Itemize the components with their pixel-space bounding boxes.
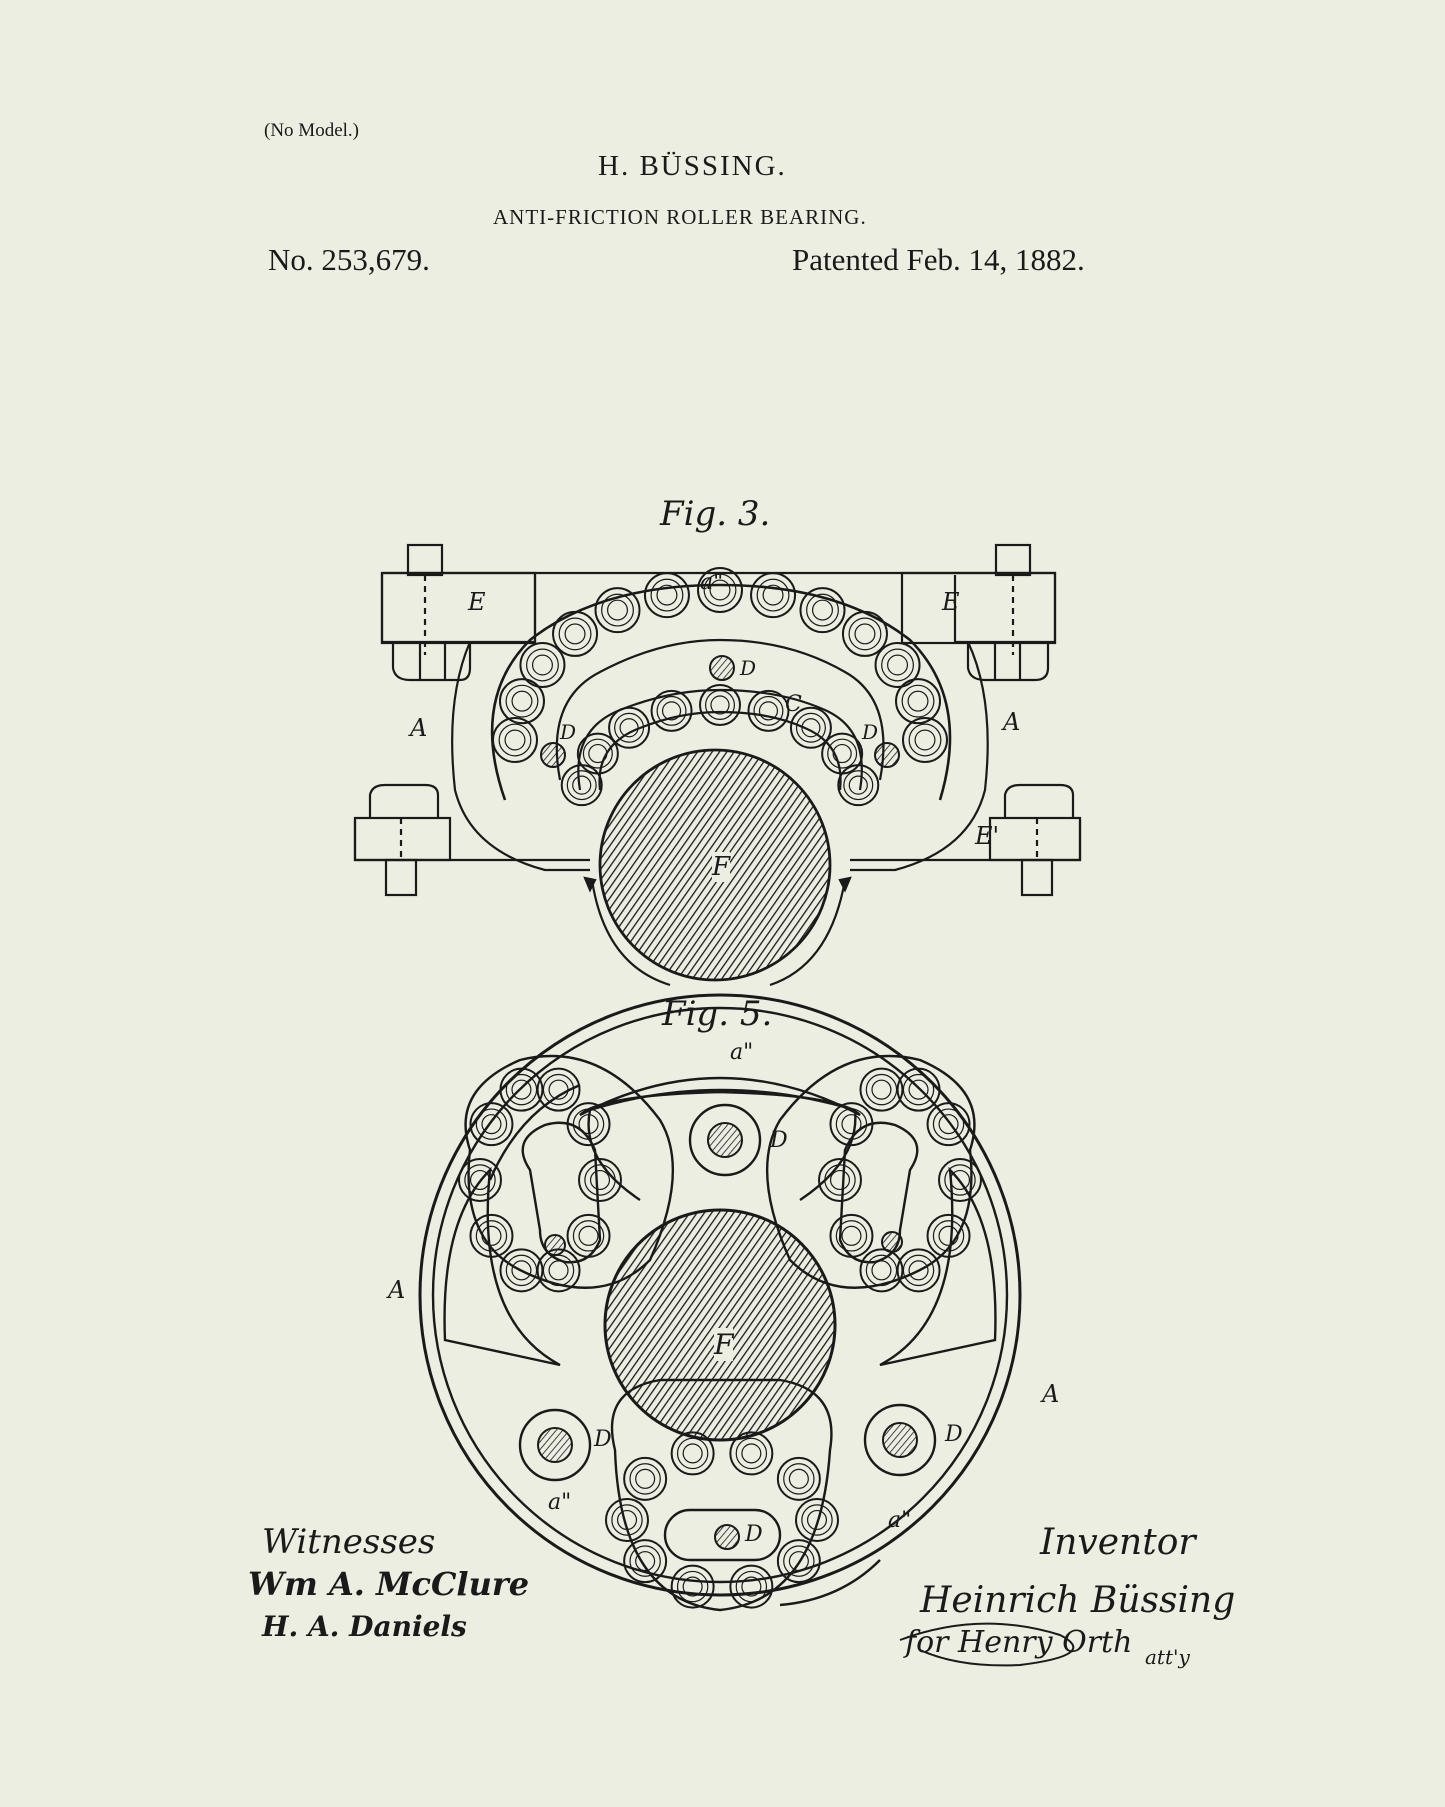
fig3-label-e1: E' [975, 822, 1000, 850]
fig3-label-f: F [712, 852, 731, 882]
roller [915, 730, 935, 750]
roller [754, 696, 783, 725]
no-model-note: (No Model.) [264, 120, 359, 141]
roller [849, 776, 867, 794]
roller [902, 685, 934, 717]
roller [683, 1444, 702, 1463]
fig5-label-a2-right: a" [888, 1508, 912, 1533]
fig3-pin-d [710, 656, 734, 680]
fig3-pin-d [541, 743, 565, 767]
roller [825, 1165, 855, 1195]
roller [831, 1171, 850, 1190]
roller [657, 696, 686, 725]
roller [736, 1571, 766, 1601]
fig3-label-a-left: A [410, 714, 428, 742]
attorney-suffix: att'y [1145, 1645, 1190, 1669]
roller [549, 1261, 568, 1280]
fig5-pin-d [883, 1423, 917, 1457]
fig3-label-d-left: D [560, 720, 577, 744]
roller [678, 1438, 708, 1468]
fig3-label-e-right: E [942, 588, 960, 616]
roller [908, 691, 928, 711]
roller [499, 724, 531, 756]
roller [589, 745, 607, 763]
roller [678, 1571, 708, 1601]
fig5-pin-d [715, 1525, 739, 1549]
fig5-drawing [420, 995, 1020, 1610]
roller [855, 624, 875, 644]
roller [939, 1226, 958, 1245]
roller [585, 1165, 615, 1195]
roller [591, 1171, 610, 1190]
fig3-label: Fig. 3. [660, 494, 771, 534]
fig5-label-a-right: A [1042, 1380, 1060, 1408]
roller [797, 713, 826, 742]
roller [828, 739, 857, 768]
roller [636, 1469, 655, 1488]
roller [706, 691, 735, 720]
roller [807, 594, 839, 626]
patent-date: Patented Feb. 14, 1882. [792, 242, 1085, 277]
roller [836, 1109, 866, 1139]
roller [512, 691, 532, 711]
roller [512, 1080, 531, 1099]
fig3-label-a-right: A [1003, 708, 1021, 736]
fig3-label-c: C [785, 692, 802, 717]
roller [506, 685, 538, 717]
witnesses-heading: Witnesses [262, 1522, 436, 1562]
roller [909, 1080, 928, 1099]
roller [602, 594, 634, 626]
roller [813, 600, 833, 620]
patent-title: ANTI-FRICTION ROLLER BEARING. [493, 205, 867, 229]
roller [736, 1438, 766, 1468]
fig5-label-d-left: D [594, 1427, 612, 1452]
roller [802, 1505, 832, 1535]
roller [476, 1109, 506, 1139]
witness-signature-2: H. A. Daniels [262, 1610, 467, 1643]
roller [482, 1115, 501, 1134]
attorney-signature: for Henry Orth [905, 1625, 1133, 1660]
roller [842, 1115, 861, 1134]
roller [527, 649, 559, 681]
roller [506, 1075, 536, 1105]
fig5-label-d-right: D [945, 1422, 963, 1447]
roller [849, 618, 881, 650]
fig5-label-d-bottom: D [745, 1522, 763, 1547]
roller [565, 624, 585, 644]
roller [579, 1226, 598, 1245]
roller [933, 1109, 963, 1139]
roller [559, 618, 591, 650]
roller [583, 739, 612, 768]
roller [505, 730, 525, 750]
roller [939, 1115, 958, 1134]
fig3-label-d-right: D [862, 720, 879, 744]
roller [757, 579, 789, 611]
roller [866, 1075, 896, 1105]
witness-signature-1: Wm A. McClure [248, 1565, 530, 1603]
fig5-pin-d [538, 1428, 572, 1462]
fig5-label-a2-left: a" [548, 1490, 572, 1515]
roller [888, 655, 908, 675]
fig5-label-f: F [714, 1328, 734, 1361]
roller [567, 771, 596, 800]
roller [872, 1261, 891, 1280]
fig3-pin-d [875, 743, 899, 767]
patent-number: No. 253,679. [268, 242, 430, 277]
roller [630, 1464, 660, 1494]
roller [482, 1226, 501, 1245]
roller [844, 771, 873, 800]
fig3-label-e-left: E [468, 588, 486, 616]
roller [608, 600, 628, 620]
fig5-label-a-left: A [388, 1276, 406, 1304]
roller [842, 1226, 861, 1245]
fig5-label: Fig. 5. [662, 994, 773, 1034]
roller [909, 724, 941, 756]
fig5-label-a2-top: a" [730, 1040, 754, 1065]
roller [789, 1469, 808, 1488]
fig5-label-d-top: D [770, 1128, 788, 1153]
roller [533, 655, 553, 675]
roller [651, 579, 683, 611]
fig5-pin-d [708, 1123, 742, 1157]
roller [742, 1444, 761, 1463]
inventor-signature: Heinrich Büssing [920, 1580, 1236, 1621]
inventor-heading: Inventor [1040, 1522, 1196, 1563]
roller [882, 649, 914, 681]
fig3-label-a2: a" [700, 570, 724, 595]
roller [903, 1075, 933, 1105]
roller [872, 1080, 891, 1099]
roller [573, 776, 591, 794]
roller [784, 1464, 814, 1494]
inventor-name-heading: H. BÜSSING. [598, 150, 787, 182]
fig3-label-d-top: D [740, 656, 757, 680]
